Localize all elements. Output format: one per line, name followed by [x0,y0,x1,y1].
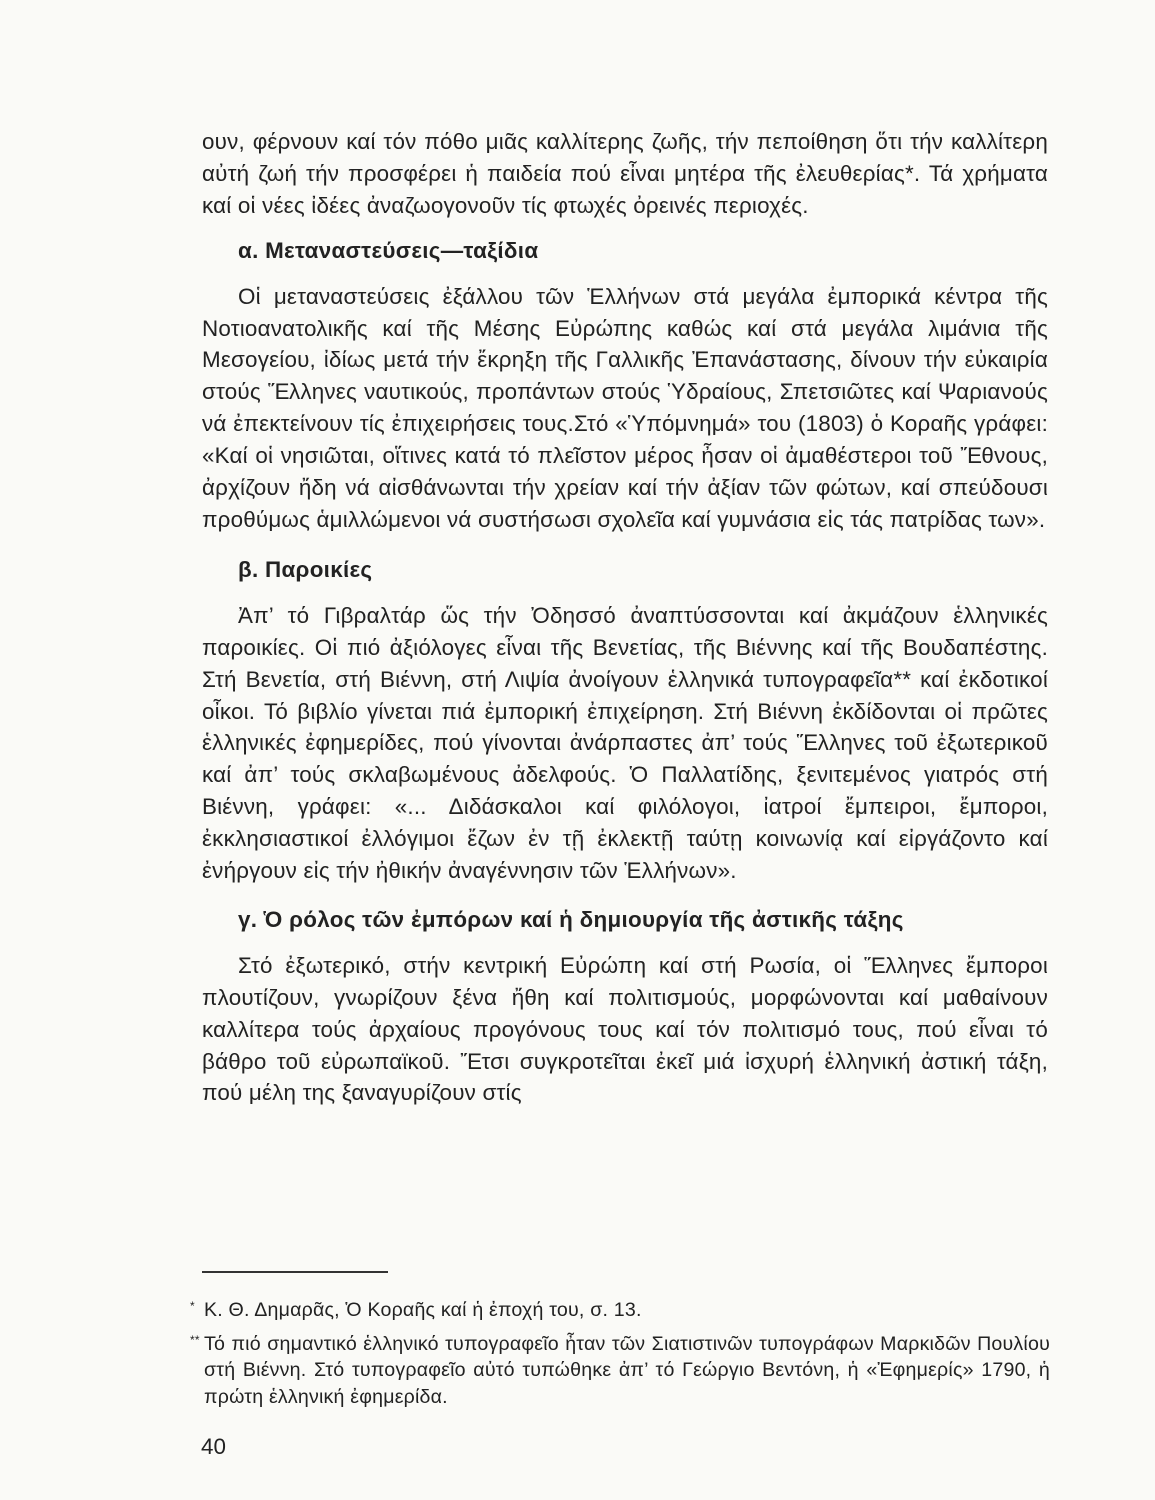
footnote-text: Τό πιό σημαντικό ἑλληνικό τυπογραφεῖο ἦταν τῶν Σιατιστινῶν τυπογράφων Μαρκιδῶν Πουλίου στή Βιέννη. Στό τυπογραφεῖο αὐτό τυπώθηκε ἀπ’ τό Γεώργιο Βεντόνη, ἡ «Ἐφημερίς» 1790, ἡ πρώτη ἑλληνική ἐφημερίδα. [204,1332,1050,1408]
intro-paragraph: ουν, φέρνουν καί τόν πόθο μιᾶς καλλίτερης ζωῆς, τήν πεποίθηση ὅτι τήν καλλίτερη αὐτή ζωή τήν προσφέρει ἡ παιδεία πού εἶναι μητέρα τῆς ἐλευθερίας*. Τά χρήματα καί οἱ νέες ἰδέες ἀναζωογονοῦν τίς φτωχές ὀρεινές περιοχές. [202,129,1048,218]
spacer [202,222,1048,235]
section-heading-b: β. Παροικίες [238,556,373,582]
spacer [202,586,1048,600]
section-heading-a: α. Μεταναστεύσεις—ταξίδια [238,237,539,263]
spacer [202,936,1048,950]
page-number: 40 [201,1434,226,1459]
section-paragraph-c: Στό ἐξωτερικό, στήν κεντρική Εὐρώπη καί στή Ρωσία, οἱ Ἕλληνες ἔμποροι πλουτίζουν, γνωρίζουν ξένα ἤθη καί πολιτισμούς, μορφώνονται καί μαθαίνουν καλλίτερα τούς ἀρχαίους προγόνους τους καί τόν πολιτισμό τους, πού εἶναι τό βάθρο τοῦ εὐρωπαϊκοῦ. Ἔτσι συγκροτεῖται ἐκεῖ μιά ἰσχυρή ἑλληνική ἀστική τάξη, πού μέλη της ξαναγυρίζουν στίς [202,952,1048,1106]
footnotes [190,1297,1050,1417]
footnote-separator [202,1271,388,1273]
page-body [202,126,1048,1109]
spacer [202,267,1048,281]
section-heading-c: γ. Ὁ ρόλος τῶν ἐμπόρων καί ἡ δημιουργία τῆς ἀστικῆς τάξης [238,906,904,932]
footnote-2 [190,1331,1050,1411]
footnote-marker: * [190,1299,195,1313]
section-paragraph-a: Οἱ μεταναστεύσεις ἐξάλλου τῶν Ἑλλήνων στά μεγάλα ἐμπορικά κέντρα τῆς Νοτιοανατολικῆς καί τῆς Μέσης Εὐρώπης καθώς καί στά μεγάλα λιμάνια τῆς Μεσογείου, ἰδίως μετά τήν ἔκρηξη τῆς Γαλλικῆς Ἐπανάστασης, δίνουν τήν εὐκαιρία στούς Ἕλληνες ναυτικούς, προπάντων στούς Ὑδραίους, Σπετσιῶτες καί Ψαριανούς νά ἐπεκτείνουν τίς ἐπιχειρήσεις τους.Στό «Ὑπόμνημά» του (1803) ὁ Κοραῆς γράφει: «Καί οἱ νησιῶται, οἵτινες κατά τό πλεῖστον μέρος ἦσαν οἱ ἀμαθέστεροι τοῦ Ἔθνους, ἀρχίζουν ἤδη νά αἰσθάνωνται τήν χρείαν καί τήν ἀξίαν τῶν φώτων, καί σπεύδουσι προθύμως ἁμιλλώμενοι νά συστήσωσι σχολεῖα καί γυμνάσια εἰς τάς πατρίδας των». [202,283,1048,532]
spacer [202,887,1048,904]
footnote-1 [190,1297,1050,1324]
footnote-marker: ** [190,1332,200,1347]
footnote-text: Κ. Θ. Δημαρᾶς, Ὁ Κοραῆς καί ἡ ἐποχή του, σ. 13. [204,1299,642,1321]
spacer [202,536,1048,554]
section-paragraph-b: Ἀπ’ τό Γιβραλτάρ ὥς τήν Ὀδησσό ἀναπτύσσονται καί ἀκμάζουν ἑλληνικές παροικίες. Οἱ πιό ἀξιόλογες εἶναι τῆς Βενετίας, τῆς Βιέννης καί τῆς Βουδαπέστης. Στή Βενετία, στή Βιέννη, στή Λιψία ἀνοίγουν ἑλληνικά τυπογραφεῖα** καί ἐκδοτικοί οἶκοι. Τό βιβλίο γίνεται πιά ἐμπορική ἐπιχείρηση. Στή Βιέννη ἐκδίδονται οἱ πρῶτες ἑλληνικές ἐφημερίδες, πού γίνονται ἀνάρπαστες ἀπ’ τούς Ἕλληνες τοῦ ἐξωτερικοῦ καί ἀπ’ τούς σκλαβωμένους ἀδελφούς. Ὁ Παλλατίδης, ξενιτεμένος γιατρός στή Βιέννη, γράφει: «... Διδάσκαλοι καί φιλόλογοι, ἰατροί ἔμπειροι, ἔμποροι, ἐκκλησιαστικοί ἐλλόγιμοι ἔζων ἐν τῇ ἐκλεκτῇ ταύτῃ κοινωνίᾳ καί εἰργάζοντο καί ἐνήργουν εἰς τήν ἠθικήν ἀναγέννησιν τῶν Ἑλλήνων». [202,602,1048,884]
